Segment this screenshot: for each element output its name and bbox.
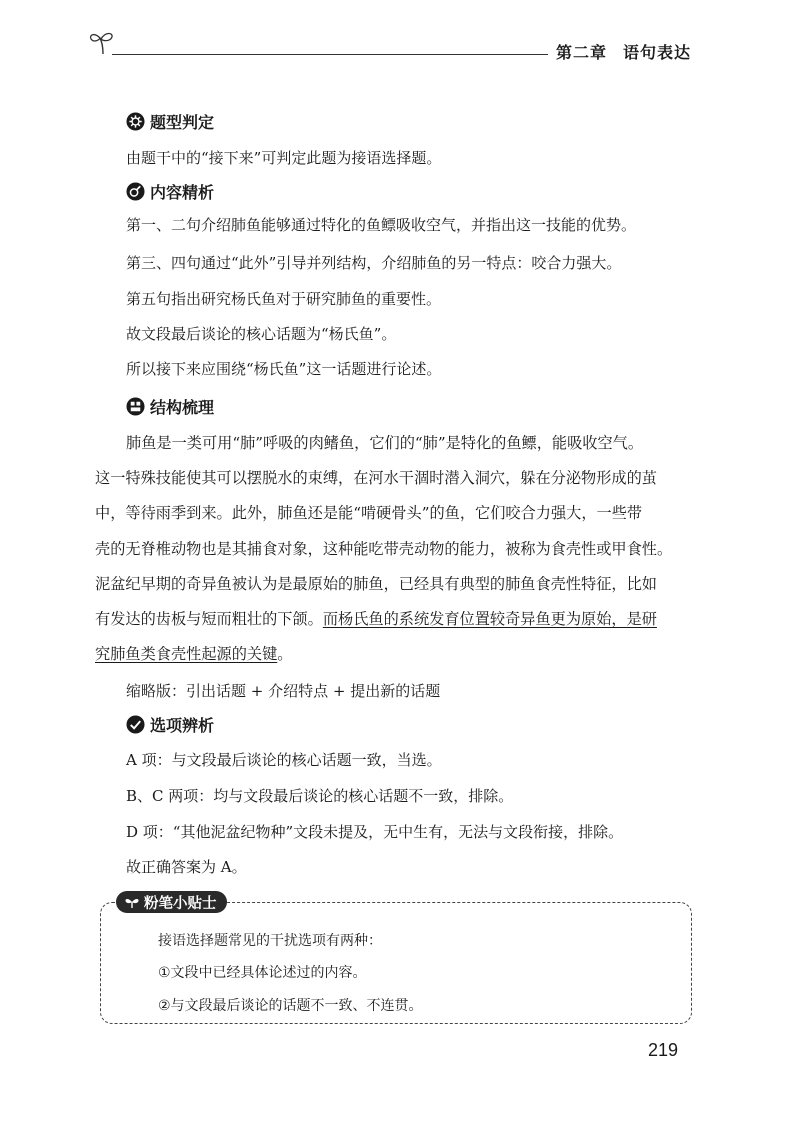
section-title: 内容精析	[150, 183, 215, 202]
section-title: 选项辨析	[150, 716, 215, 735]
paragraph-line: 肺鱼是一类可用“肺”呼吸的肉鳍鱼，它们的“肺”是特化的鱼鳔，能吸收空气。	[126, 434, 644, 452]
text-line: 故正确答案为 A。	[126, 858, 247, 876]
paragraph-line	[95, 608, 689, 629]
chapter-number: 第二章	[556, 43, 608, 62]
page-number: 219	[648, 1040, 679, 1060]
tip-label	[116, 891, 227, 913]
tip-line: ①文段中已经具体论述过的内容。	[158, 965, 367, 981]
text-line: 第五句指出研究杨氏鱼对于研究肺鱼的重要性。	[126, 290, 442, 308]
sprout-icon	[88, 28, 118, 56]
tip-line: ②与文段最后谈论的话题不一致、不连贯。	[158, 998, 423, 1014]
header-rule	[112, 54, 548, 55]
magnifier-icon	[126, 182, 145, 201]
underlined-key-sentence: 而杨氏鱼的系统发育位置较奇异鱼更为原始，是研	[322, 610, 657, 628]
section-heading-type	[126, 110, 214, 133]
text-line: 第一、二句介绍肺鱼能够通过特化的鱼鳔吸收空气，并指出这一技能的优势。	[126, 216, 637, 234]
section-title: 题型判定	[150, 113, 215, 132]
text-plain: 有发达的齿板与短而粗壮的下颌。	[95, 610, 323, 628]
checkmark-icon	[126, 715, 145, 734]
text-line: 所以接下来应围绕“杨氏鱼”这一话题进行论述。	[126, 360, 442, 378]
section-heading-options	[126, 713, 214, 736]
tip-line: 接语选择题常见的干扰选项有两种：	[158, 933, 382, 949]
summary-line: 缩略版：引出话题 + 介绍特点 + 提出新的话题	[126, 682, 441, 700]
text-plain: 。	[277, 645, 293, 663]
text-line: 第三、四句通过“此外”引导并列结构，介绍肺鱼的另一特点：咬合力强大。	[126, 254, 622, 272]
text-line: 故文段最后谈论的核心话题为“杨氏鱼”。	[126, 325, 397, 343]
section-heading-content	[126, 180, 214, 203]
gear-icon	[126, 112, 145, 131]
text-line: 由题干中的“接下来”可判定此题为接语选择题。	[126, 149, 442, 167]
paragraph-line: 这一特殊技能使其可以摆脱水的束缚，在河水干涸时潜入洞穴，躲在分泌物形成的茧	[95, 469, 657, 487]
paragraph-line	[95, 643, 689, 664]
section-title: 结构梳理	[150, 398, 215, 417]
section-heading-structure	[126, 395, 214, 418]
chapter-title: 语句表达	[623, 43, 692, 62]
paragraph-line: 壳的无脊椎动物也是其捕食对象，这种能吃带壳动物的能力，被称为食壳性或甲食性。	[95, 540, 673, 558]
running-header	[556, 40, 691, 63]
text-line: A 项：与文段最后谈论的核心话题一致，当选。	[126, 751, 442, 769]
paragraph-line: 中，等待雨季到来。此外，肺鱼还是能“啃硬骨头”的鱼，它们咬合力强大，一些带	[95, 504, 643, 522]
underlined-key-sentence: 究肺鱼类食壳性起源的关键	[95, 645, 278, 663]
paragraph-line: 泥盆纪早期的奇异鱼被认为是最原始的肺鱼，已经具有典型的肺鱼食壳性特征，比如	[95, 575, 657, 593]
text-line: D 项：“其他泥盆纪物种”文段未提及，无中生有，无法与文段衔接，排除。	[126, 823, 624, 841]
structure-icon	[126, 397, 145, 416]
sprout-icon	[124, 895, 140, 909]
tip-label-text: 粉笔小贴士	[144, 895, 217, 912]
text-line: B、C 两项：均与文段最后谈论的核心话题不一致，排除。	[126, 787, 514, 805]
